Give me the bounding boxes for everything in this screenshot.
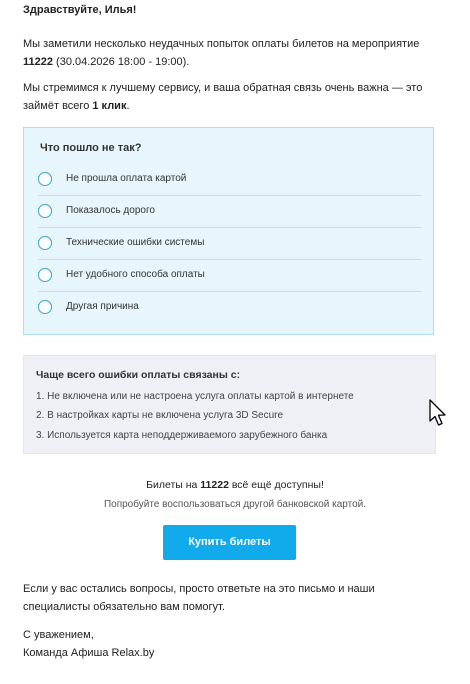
survey-option-label: Не прошла оплата картой (66, 173, 187, 184)
signature-regards: С уважением, (23, 629, 94, 641)
feedback-text-after: . (126, 100, 130, 112)
survey-option-no-payment-method[interactable] (38, 260, 421, 292)
errors-list-item: 3. Используется карта неподдерживаемого зарубежного банка (36, 430, 328, 441)
buy-tickets-button[interactable]: Купить билеты (163, 525, 296, 560)
survey-option-other[interactable] (38, 292, 421, 324)
intro-text-before: Мы заметили несколько неудачных попыток оплаты билетов на мероприятие (23, 38, 420, 50)
intro-text-after: (30.04.2026 18:00 - 19:00). (52, 56, 190, 68)
survey-option-label: Нет удобного способа оплаты (66, 269, 205, 280)
radio-circle-icon[interactable] (38, 172, 52, 186)
radio-circle-icon[interactable] (38, 236, 52, 250)
survey-option-label: Показалось дорого (66, 205, 155, 216)
errors-list-item: 2. В настройках карты не включена услуга 3D Secure (36, 410, 284, 421)
availability-subtext: Попробуйте воспользоваться другой банковской картой. (103, 499, 367, 510)
intro-paragraph (23, 35, 443, 71)
greeting: Здравствуйте, Илья! (23, 4, 137, 16)
survey-option-tech-errors[interactable] (38, 228, 421, 260)
survey-option-label: Другая причина (66, 301, 139, 312)
survey-box (23, 127, 434, 335)
radio-circle-icon[interactable] (38, 268, 52, 282)
mouse-pointer-icon (428, 399, 448, 427)
survey-option-card-failed[interactable] (38, 164, 421, 196)
radio-circle-icon[interactable] (38, 300, 52, 314)
feedback-paragraph (23, 79, 443, 115)
availability-text (0, 479, 470, 491)
signature-team: Команда Афиша Relax.by (23, 647, 155, 659)
availability-event-id: 11222 (200, 479, 229, 491)
availability-text-after: всё ещё доступны! (228, 479, 324, 491)
survey-option-label: Технические ошибки системы (66, 237, 205, 248)
radio-circle-icon[interactable] (38, 204, 52, 218)
intro-event-id: 11222 (23, 56, 53, 68)
survey-option-expensive[interactable] (38, 196, 421, 228)
feedback-text-before: Мы стремимся к лучшему сервису, и ваша обратная связь очень важна — это займёт всего (23, 82, 423, 112)
survey-title: Что пошло не так? (40, 142, 142, 154)
payment-errors-box (23, 355, 436, 454)
availability-text-before: Билеты на (146, 479, 201, 491)
errors-list-item: 1. Не включена или не настроена услуга оплаты картой в интернете (36, 391, 354, 402)
errors-title: Чаще всего ошибки оплаты связаны с: (36, 369, 241, 381)
outro-paragraph: Если у вас остались вопросы, просто ответьте на это письмо и наши специалисты обязательно вам помогут. (23, 583, 375, 613)
feedback-bold: 1 клик (92, 100, 127, 112)
